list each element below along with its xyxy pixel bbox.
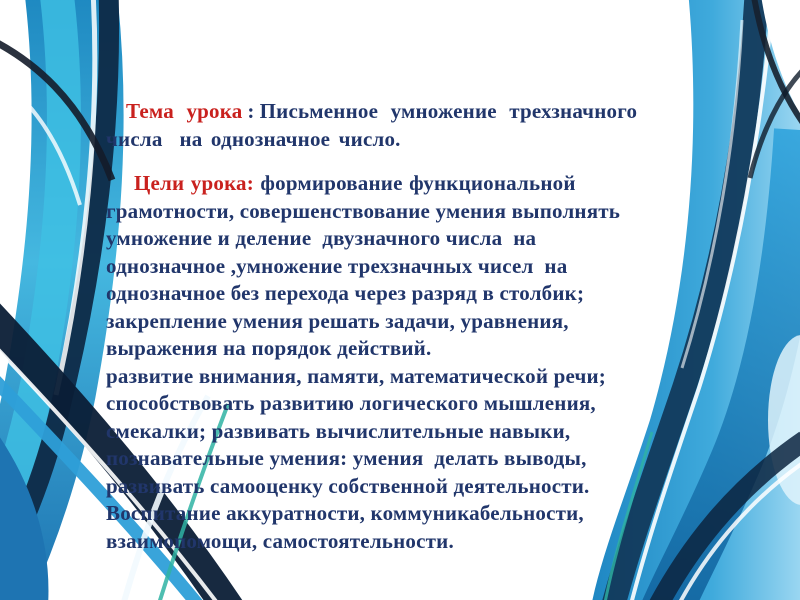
goals-line: взаимопомощи, самостоятельности. [106, 528, 454, 553]
lesson-topic-line1 [106, 98, 686, 126]
goals-line: умножение и деление двузначного числа на [106, 226, 537, 250]
goals-line: смекалки; развивать вычислительные навыки, [106, 418, 571, 443]
goals-line: Воспитание аккуратности, коммуникабельности, [106, 501, 584, 525]
goals-line: грамотности, совершенствование умения выполнять [106, 198, 621, 223]
goals-line: развивать самооценку собственной деятельности. [106, 473, 590, 498]
lesson-goals-text: формирование функциональной [260, 171, 576, 195]
goals-line: однозначное ,умножение трехзначных чисел на [106, 253, 568, 278]
lesson-topic-text: Письменное умножение трехзначного [259, 99, 638, 123]
goals-line: способствовать развитию логического мышления, [106, 391, 596, 415]
lesson-topic-label: Тема урока [126, 99, 243, 123]
goals-line: закрепление умения решать задачи, уравнения, [106, 308, 569, 333]
lesson-goals-label: Цели урока: [134, 171, 254, 195]
slide-text-block [106, 98, 686, 555]
lesson-goals [106, 170, 686, 555]
topic-colon: : [247, 99, 255, 123]
goals-line: однозначное без перехода через разряд в столбик; [106, 281, 585, 305]
lesson-topic-line2: числа на однозначное число. [106, 126, 401, 151]
goals-line: познавательные умения: умения делать выводы, [106, 446, 587, 470]
goals-line: развитие внимания, памяти, математической речи; [106, 363, 606, 388]
goals-line: выражения на порядок действий. [106, 336, 432, 360]
lesson-topic [106, 98, 686, 153]
lesson-goals-line1 [106, 170, 686, 198]
